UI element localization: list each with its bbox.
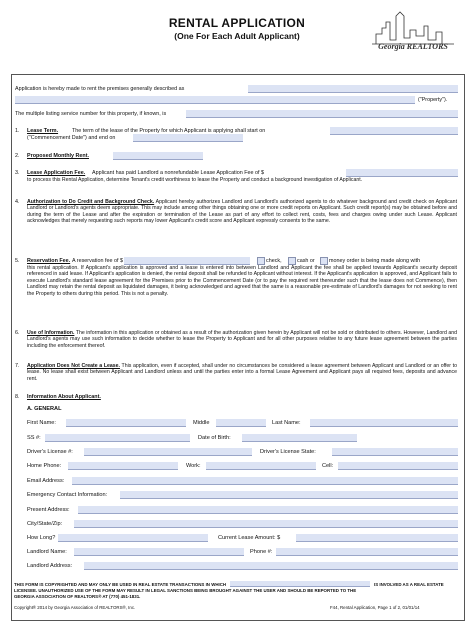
cell-phone-field[interactable] — [338, 462, 458, 470]
ssn-field[interactable] — [45, 434, 190, 442]
application-fee-field[interactable] — [346, 169, 458, 177]
section-4-text: Applicant hereby authorizes Landlord and Landlord's authorized agents to do whatever background and credit check on Applicant Landlord or Landlord's agents deem appropriate. This may include among other things obtaining one or more credit reports on Applicant. Such credit report(s) may be obtained before and during the term of the Lease and after the expiration or termination of the Lease as part of any effort to collect rent, costs, fees and charges owing under such Lease. Applicant acknowledges that merely requesting such reports may lower Applicant's credit score and Applicant expressly consents to the same. — [27, 199, 458, 225]
footer-copyright-line3: GEORGIA ASSOCIATION OF REALTORS® AT (770) 451-1831. — [14, 594, 141, 599]
section-1-text: The term of the lease of the Property for which Applicant is applying shall start on — [72, 128, 266, 134]
landlord-phone-field[interactable] — [276, 548, 458, 556]
section-3-text2: to process this Rental Application, determine Tenant's credit worthiness to lease the Property and conduct a background investigation of Applicant. — [27, 177, 363, 183]
drivers-license-label: Driver's License #: — [27, 449, 73, 455]
section-8-title: Information About Applicant. — [27, 394, 101, 400]
first-name-label: First Name: — [27, 420, 56, 426]
city-state-zip-field[interactable] — [74, 520, 458, 528]
middle-label: Middle — [193, 420, 210, 426]
current-lease-field[interactable] — [296, 534, 458, 542]
logo-text: Georgia REALTORS — [378, 42, 448, 51]
licensee-name-field[interactable] — [230, 581, 370, 587]
landlord-address-label: Landlord Address: — [27, 563, 73, 569]
emergency-contact-field[interactable] — [120, 491, 458, 499]
reservation-fee-field[interactable] — [124, 257, 250, 265]
section-6-text: The information in this application or obtained as a result of the authorization given herein by Applicant will not be sold or distributed to others. However, Landlord and Landlord's agents may use such information to decide whether to lease the Property to Applicant and for all other purposes relative to any future lease agreement between the parties including the enforcement thereof. — [27, 330, 457, 349]
how-long-field[interactable] — [58, 534, 208, 542]
dob-label: Date of Birth: — [198, 435, 231, 441]
lease-end-field[interactable] — [133, 134, 243, 142]
section-7-paragraph — [27, 363, 457, 382]
work-phone-label: Work: — [186, 463, 201, 469]
section-7-text: This application, even if accepted, shall under no circumstances be considered a lease agreement between Applicant and Landlord or an offer to lease. No lease shall exist between Applicant and Landlord unless and until the parties enter into a formal Lease Agreement and Applicant pays all required fees, deposits and advance rent. — [27, 363, 457, 382]
last-name-label: Last Name: — [272, 420, 301, 426]
footer-copyright-line2: LICENSEE. UNAUTHORIZED USE OF THE FORM MAY RESULT IN LEGAL SANCTIONS BEING BROUGHT AGAINST THE USER AND SHOULD BE REPORTED TO THE — [14, 588, 357, 593]
first-name-field[interactable] — [66, 419, 186, 427]
present-address-field[interactable] — [78, 506, 458, 514]
cell-phone-label: Cell: — [322, 463, 334, 469]
property-description-field-2[interactable] — [15, 96, 415, 104]
section-6-title: Use of Information. — [27, 330, 75, 336]
monthly-rent-field[interactable] — [113, 152, 203, 160]
check-label: check, — [266, 258, 282, 264]
check-checkbox[interactable] — [257, 257, 265, 265]
lease-start-field[interactable] — [330, 127, 458, 135]
footer-copyright: Copyright® 2014 by Georgia Association of REALTORS®, Inc. — [14, 605, 136, 610]
section-3-number: 3. — [15, 170, 20, 176]
email-field[interactable] — [72, 477, 458, 485]
middle-name-field[interactable] — [216, 419, 266, 427]
section-7-title: Application Does Not Create a Lease. — [27, 363, 120, 369]
section-6-paragraph — [27, 330, 457, 349]
money-order-checkbox[interactable] — [320, 257, 328, 265]
section-5-number: 5. — [15, 258, 20, 264]
present-address-label: Present Address: — [27, 507, 70, 513]
cash-label: cash or — [297, 258, 315, 264]
section-5-text: A reservation fee of $ — [72, 258, 123, 264]
emergency-contact-label: Emergency Contact Information: — [27, 492, 108, 498]
landlord-name-field[interactable] — [74, 548, 244, 556]
landlord-address-field[interactable] — [84, 562, 458, 570]
email-label: Email Address: — [27, 478, 65, 484]
current-lease-label: Current Lease Amount: $ — [218, 535, 281, 541]
city-state-zip-label: City/State/Zip: — [27, 521, 63, 527]
section-4-paragraph — [27, 199, 457, 225]
intro-line1: Application is hereby made to rent the premises generally described as — [15, 86, 185, 92]
property-suffix: ("Property"). — [418, 97, 448, 103]
footer-copyright-line1: THIS FORM IS COPYRIGHTED AND MAY ONLY BE USED IN REAL ESTATE TRANSACTIONS IN WHICH — [14, 582, 227, 587]
section-4-number: 4. — [15, 199, 20, 205]
drivers-license-state-field[interactable] — [332, 448, 458, 456]
section-7-number: 7. — [15, 363, 20, 369]
section-3-title: Lease Application Fee. — [27, 170, 86, 176]
drivers-license-state-label: Driver's License State: — [260, 449, 316, 455]
form-title: RENTAL APPLICATION — [168, 16, 306, 30]
section-5-title: Reservation Fee. — [27, 258, 71, 264]
last-name-field[interactable] — [310, 419, 458, 427]
mls-number-field[interactable] — [186, 110, 458, 118]
property-description-field[interactable] — [248, 85, 458, 93]
section-1-text2: ("Commencement Date") and end on — [27, 135, 116, 141]
home-phone-field[interactable] — [68, 462, 178, 470]
section-5-text2: this rental application. If Applicant's application is approved and a lease is entered into between Landlord and Applicant the fee shall be applied towards Applicant's security deposit referenced in said lease. If Applicant's application is denied, the rental deposit shall be refunded to Applicant without interest. If the Applicant's application is approved, and Applicant fails to execute Landlord's standard lease agreement for the Premises prior to the Commencement Date (or to pay the required rent thereunder such that the lease does not Commence), then Landlord may retain the rental deposit as liquidated damages, it being acknowledged and agreed that the same is a reasonable pre-estimate of Landlord's damages for not seeking to rent the Property to others during this period. This is not a penalty. — [27, 265, 457, 297]
section-6-number: 6. — [15, 330, 20, 336]
home-phone-label: Home Phone: — [27, 463, 62, 469]
cash-checkbox[interactable] — [288, 257, 296, 265]
how-long-label: How Long? — [27, 535, 56, 541]
general-heading: A. GENERAL — [27, 406, 62, 412]
section-2-number: 2. — [15, 153, 20, 159]
section-8-number: 8. — [15, 394, 20, 400]
ssn-label: SS #: — [27, 435, 41, 441]
landlord-name-label: Landlord Name: — [27, 549, 67, 555]
footer-form-id: F44, Rental Application, Page 1 of 2, 01/01/14 — [330, 605, 420, 610]
form-subtitle: (One For Each Adult Applicant) — [174, 31, 300, 41]
section-1-title: Lease Term. — [27, 128, 59, 134]
section-4-title: Authorization to Do Credit and Background Check. — [27, 199, 155, 205]
footer-copyright-line1b: IS INVOLVED AS A REAL ESTATE — [374, 582, 444, 587]
section-1-number: 1. — [15, 128, 20, 134]
section-3-text: Applicant has paid Landlord a nonrefundable Lease Application Fee of $ — [92, 170, 265, 176]
landlord-phone-label: Phone #: — [250, 549, 273, 555]
section-2-title: Proposed Monthly Rent. — [27, 153, 89, 159]
work-phone-field[interactable] — [206, 462, 316, 470]
money-order-label: money order is being made along with — [329, 258, 421, 264]
drivers-license-field[interactable] — [84, 448, 252, 456]
dob-field[interactable] — [242, 434, 357, 442]
intro-line2: The multiple listing service number for this property, if known, is — [15, 111, 167, 117]
